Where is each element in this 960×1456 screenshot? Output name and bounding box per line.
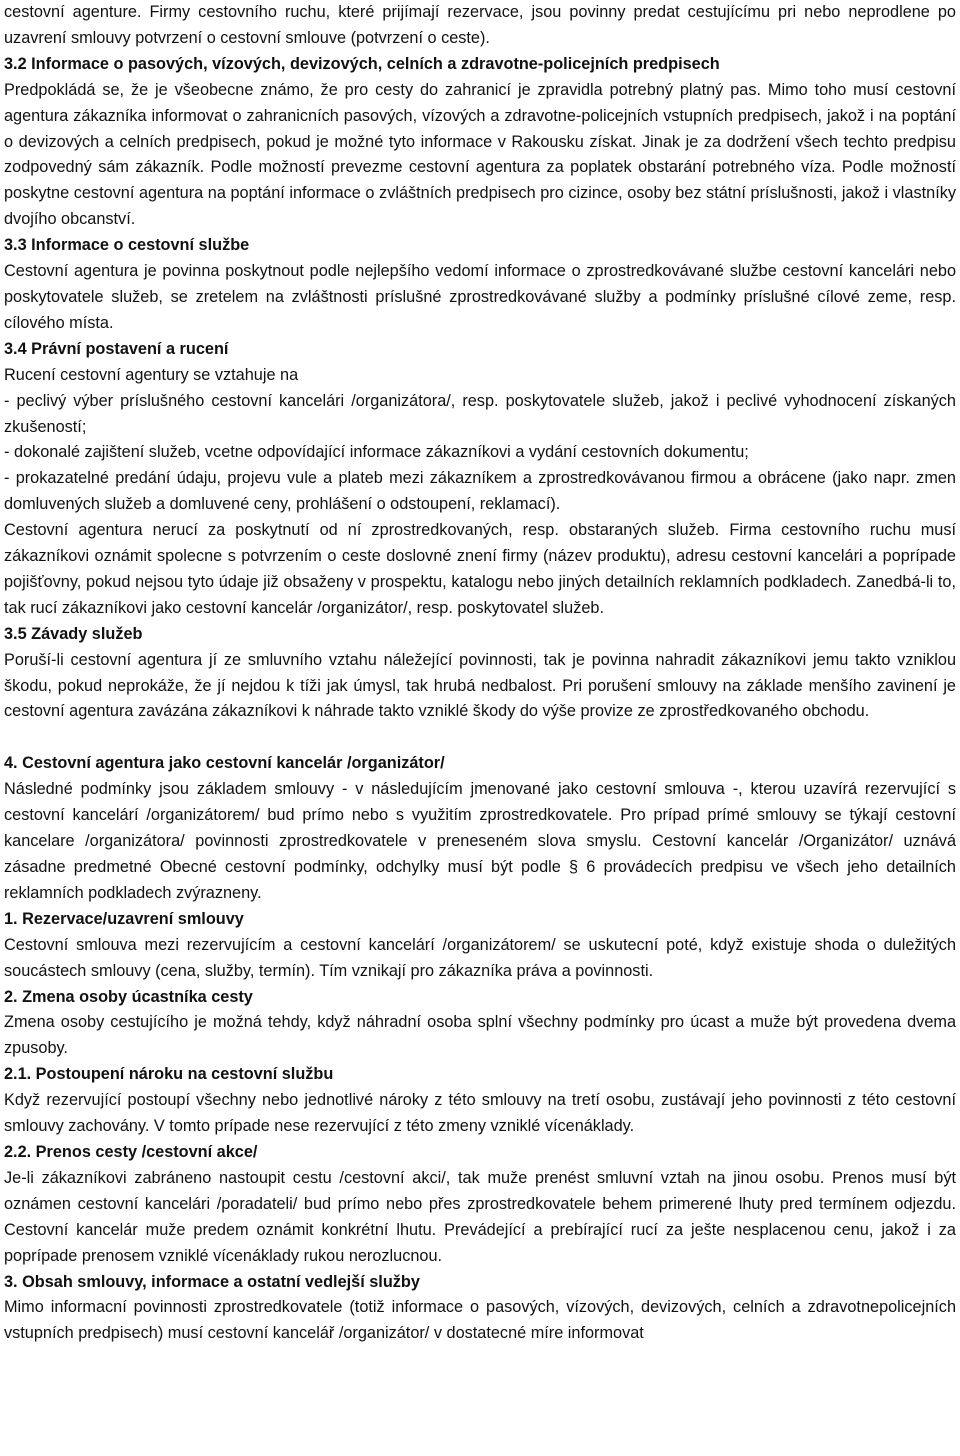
paragraph-contract-content: Mimo informacní povinnosti zprostredkovatele (totiž informace o pasových, vízových, devizových, celních a zdravotnepolicejních vstupních predpisech) musí cestovní kancelář /organizátor/ v dostatecné míre informovat: [4, 1298, 956, 1343]
paragraph-service-info: Cestovní agentura je povinna poskytnout podle nejlepšího vedomí informace o zprostredkovávané službe cestovní kancelári nebo poskytovatele služeb, se zretelem na zvláštnosti príslušné zprostredkovávané služby a podmínky príslušné cílové zeme, resp. cílového místa.: [4, 262, 956, 332]
paragraph-carryover: cestovní agenture. Firmy cestovního ruchu, které prijímají rezervace, jsou povinny predat cestujícímu pri nebo neprodlene po uzavrení smlouvy potvrzení o cestovní smlouve (potvrzení o ceste).: [4, 3, 956, 47]
subheading-2-1-assignment: 2.1. Postoupení nároku na cestovní službu: [4, 1065, 334, 1084]
section-heading-3-4: 3.4 Právní postavení a rucení: [4, 339, 229, 358]
subheading-1-reservation: 1. Rezervace/uzavrení smlouvy: [4, 909, 244, 928]
paragraph-liability-intro: Rucení cestovní agentury se vztahuje na: [4, 365, 299, 384]
list-item-careful-selection: - peclivý výber príslušného cestovní kancelári /organizátora/, resp. poskytovatele služeb, jakož i peclivé vyhodnocení získaných zkušeností;: [4, 391, 956, 436]
paragraph-following-conditions: Následné podmínky jsou základem smlouvy - v následujícím jmenované jako cestovní smlouva -, kterou uzavírá rezervující s cestovní kancelárí /organizátorem/ bud prímo nebo s využitím zprostredkovatele. Pro prípad prímé smlouvy se týkají cestovní kancelare /organizátora/ povinnosti zprostredkovatele v preneseném slova smyslu. Cestovní kancelár /Organizátor/ uznává zásadne predmetné Obecné cestovní podmínky, odchylky musí být podle § 6 provádecích predpisu ve všech jeho detailních reklamních podkladech zvýrazneny.: [4, 780, 956, 902]
section-heading-3-5: 3.5 Závady služeb: [4, 624, 143, 643]
paragraph-travel-contract: Cestovní smlouva mezi rezervujícím a cestovní kancelárí /organizátorem/ se uskutecní poté, když existuje shoda o duležitých soucástech smlouvy (cena, služby, termín). Tím vznikají pro zákazníka práva a povinnosti.: [4, 935, 956, 980]
paragraph-participant-change: Zmena osoby cestujícího je možná tehdy, když náhradní osoba splní všechny podmínky pro úcast a muže být provedena dvema zpusoby.: [4, 1013, 956, 1058]
paragraph-passport-info: Predpokládá se, že je všeobecne známo, že pro cesty do zahranicí je zpravidla potrebný platný pas. Mimo toho musí cestovní agentura zákazníka informovat o zahranicních pasových, vízových a zdravotne-policejních vstupních predpisech, jakož i na poptání o devizových a celních predpisech, pokud je možné tyto informace v Rakousku získat. Jinak je za dodržení všech techto predpisu zodpovedný sám zákazník. Podle možností prevezme cestovní agentura za poplatek obstarání potrebného víza. Podle možností poskytne cestovní agentura na poptání informace o zvláštních predpisech pro cizince, osoby bez státní príslušnosti, jakož i vlastníky dvojího obcanství.: [4, 80, 956, 229]
subheading-3-contract-content: 3. Obsah smlouvy, informace a ostatní vedlejší služby: [4, 1272, 420, 1291]
paragraph-agency-not-liable: Cestovní agentura nerucí za poskytnutí od ní zprostredkovaných, resp. obstaraných služeb. Firma cestovního ruchu musí zákazníkovi oznámit spolecne s potvrzením o ceste doslovné znení firmy (název produktu), adresu cestovní kancelári a poprípade pojišťovny, pokud nejsou tyto údaje již obsaženy v prospektu, katalogu nebo jiných detailních reklamních podkladech. Zanedbá-li to, tak rucí zákazníkovi jako cestovní kancelár /organizátor/, resp. poskytovatel služeb.: [4, 521, 956, 617]
document-page: [4, 0, 956, 1347]
subheading-2-participant-change: 2. Zmena osoby úcastníka cesty: [4, 987, 253, 1006]
section-heading-3-3: 3.3 Informace o cestovní službe: [4, 236, 250, 255]
paragraph-service-defects: Poruší-li cestovní agentura jí ze smluvního vztahu náležející povinnosti, tak je povinna nahradit zákazníkovi jemu takto vzniklou škodu, pokud neprokáže, že jí nejdou k tíži jak úmysl, tak hrubá nedbalost. Pri porušení smlouvy na základe menšího zavinení je cestovní agentura zavázána zákazníkovi k náhrade takto vzniklé škody do výše provize ze zprostředkovaného obchodu.: [4, 650, 956, 721]
list-item-provable-transfer: - prokazatelné predání údaju, projevu vule a plateb mezi zákazníkem a zprostredkovávanou firmou a obrácene (jako napr. zmen domluvených služeb a domluvené ceny, prohlášení o odstoupení, reklamací).: [4, 469, 956, 514]
section-heading-3-2: 3.2 Informace o pasových, vízových, devizových, celních a zdravotne-policejních predpisech: [4, 54, 720, 73]
paragraph-assignment: Když rezervující postoupí všechny nebo jednotlivé nároky z této smlouvy na tretí osobu, zustávají jeho povinnosti z této cestovní smlouvy zachovány. V tomto prípade nese rezervující z této zmeny vzniklé vícenáklady.: [4, 1091, 956, 1136]
section-heading-4: 4. Cestovní agentura jako cestovní kancelár /organizátor/: [4, 754, 445, 773]
list-item-perfect-service: - dokonalé zajištení služeb, vcetne odpovídající informace zákazníkovi a vydání cestovních dokumentu;: [4, 443, 749, 462]
section-spacer: [4, 725, 956, 751]
paragraph-transfer: Je-li zákazníkovi zabráneno nastoupit cestu /cestovní akci/, tak muže prenést smluvní vztah na jinou osobu. Prenos musí být oznámen cestovní kancelári /poradateli/ bud prímo nebo přes zprostredkovatele behem primerené lhuty pred termínem odjezdu. Cestovní kancelár muže predem oznámit konkrétní lhutu. Prevádející a prebírající rucí za ješte nesplacenou cenu, jakož i za poprípade prenosem vzniklé vícenáklady rukou nerozlucnou.: [4, 1168, 956, 1265]
subheading-2-2-transfer: 2.2. Prenos cesty /cestovní akce/: [4, 1142, 258, 1161]
